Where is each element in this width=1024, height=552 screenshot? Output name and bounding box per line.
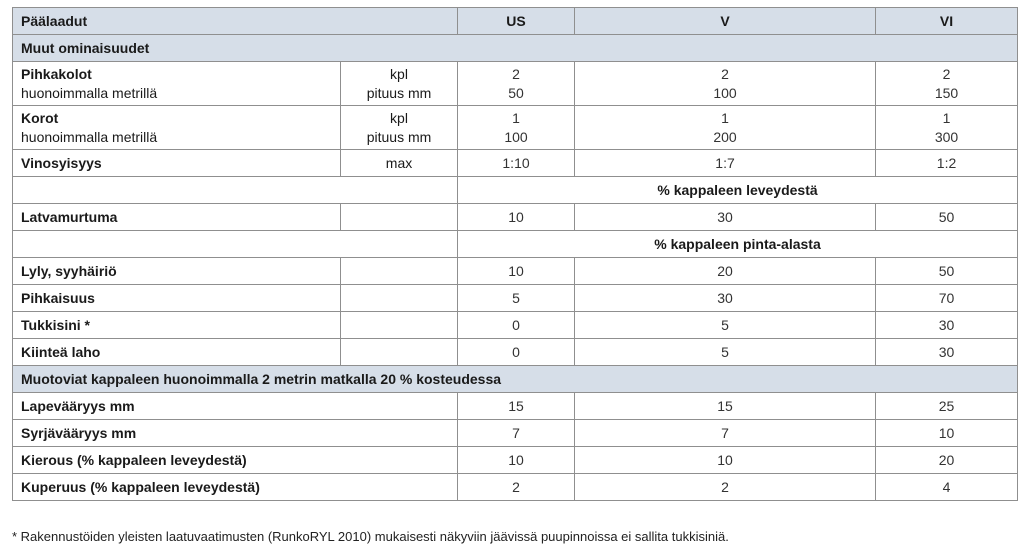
row-unit bbox=[341, 62, 458, 106]
value-cell-vi: 70 bbox=[876, 285, 1018, 312]
value: 1 bbox=[512, 109, 520, 126]
table-row-pihkakolot bbox=[13, 62, 1018, 106]
row-name: Syrjävääryys mm bbox=[13, 420, 458, 447]
value-cell-vi: 1:2 bbox=[876, 150, 1018, 177]
section-title-other: Muut ominaisuudet bbox=[13, 35, 1018, 62]
value-cell-v: 30 bbox=[575, 204, 876, 231]
row-label bbox=[13, 106, 341, 150]
value-cell-v: 2 bbox=[575, 474, 876, 501]
empty-unit-cell bbox=[341, 312, 458, 339]
row-unit: max bbox=[341, 150, 458, 177]
row-name: Pihkakolot bbox=[21, 65, 92, 82]
value: 2 bbox=[942, 65, 951, 82]
empty-cell bbox=[13, 177, 458, 204]
table-row-vinosyisyys bbox=[13, 150, 1018, 177]
table-row bbox=[13, 447, 1018, 474]
value: 1 bbox=[942, 109, 951, 126]
table-row bbox=[13, 339, 1018, 366]
table-row bbox=[13, 258, 1018, 285]
value: 100 bbox=[713, 84, 737, 101]
value-cell-v: 10 bbox=[575, 447, 876, 474]
row-label bbox=[13, 62, 341, 106]
value-cell-us: 15 bbox=[458, 393, 575, 420]
value-cell-us: 10 bbox=[458, 204, 575, 231]
table-row bbox=[13, 393, 1018, 420]
empty-unit-cell bbox=[341, 339, 458, 366]
row-name: Kuperuus (% kappaleen leveydestä) bbox=[13, 474, 458, 501]
value-cell-vi: 30 bbox=[876, 339, 1018, 366]
value-cell-us: 7 bbox=[458, 420, 575, 447]
row-subtitle: huonoimmalla metrillä bbox=[21, 128, 158, 145]
value-cell-vi: 50 bbox=[876, 258, 1018, 285]
value-cell-v: 7 bbox=[575, 420, 876, 447]
value-cell-us: 0 bbox=[458, 312, 575, 339]
empty-cell bbox=[13, 231, 458, 258]
value-cell-v bbox=[575, 106, 876, 150]
table-row-latvamurtuma bbox=[13, 204, 1018, 231]
value: 1 bbox=[721, 109, 729, 126]
value-cell-v: 1:7 bbox=[575, 150, 876, 177]
quality-grades-table bbox=[12, 7, 1018, 501]
table-row bbox=[13, 474, 1018, 501]
empty-unit-cell bbox=[341, 285, 458, 312]
row-name: Tukkisini * bbox=[13, 312, 341, 339]
value-cell-vi: 50 bbox=[876, 204, 1018, 231]
empty-unit-cell bbox=[341, 258, 458, 285]
value: 150 bbox=[934, 84, 959, 101]
value: 2 bbox=[721, 65, 729, 82]
value-cell-vi: 20 bbox=[876, 447, 1018, 474]
quality-table-container bbox=[12, 7, 1018, 501]
value-cell-v: 5 bbox=[575, 339, 876, 366]
value-cell-v: 15 bbox=[575, 393, 876, 420]
value-cell-us bbox=[458, 106, 575, 150]
header-grade-vi: VI bbox=[876, 8, 1018, 35]
subheader-row-area bbox=[13, 231, 1018, 258]
value-cell-vi: 10 bbox=[876, 420, 1018, 447]
value-cell-v: 30 bbox=[575, 285, 876, 312]
row-unit bbox=[341, 106, 458, 150]
row-name: Lapevääryys mm bbox=[13, 393, 458, 420]
table-row bbox=[13, 420, 1018, 447]
value-cell-us: 0 bbox=[458, 339, 575, 366]
value-cell-vi: 4 bbox=[876, 474, 1018, 501]
section-title-warp: Muotoviat kappaleen huonoimmalla 2 metrin matkalla 20 % kosteudessa bbox=[13, 366, 1018, 393]
empty-unit-cell bbox=[341, 204, 458, 231]
table-row-korot bbox=[13, 106, 1018, 150]
row-name: Lyly, syyhäiriö bbox=[13, 258, 341, 285]
row-name: Latvamurtuma bbox=[13, 204, 341, 231]
row-name: Vinosyisyys bbox=[13, 150, 341, 177]
table-row bbox=[13, 312, 1018, 339]
header-row bbox=[13, 8, 1018, 35]
value-cell-us: 10 bbox=[458, 447, 575, 474]
value: 2 bbox=[512, 65, 520, 82]
row-name: Pihkaisuus bbox=[13, 285, 341, 312]
value-cell-vi bbox=[876, 106, 1018, 150]
unit-count: kpl bbox=[390, 65, 408, 82]
subheader-width-percent: % kappaleen leveydestä bbox=[458, 177, 1018, 204]
section-row-warp bbox=[13, 366, 1018, 393]
footnote: * Rakennustöiden yleisten laatuvaatimusten (RunkoRYL 2010) mukaisesti näkyviin jäävissä puupinnoissa ei sallita tukkisiniä. bbox=[12, 529, 729, 544]
value-cell-vi: 25 bbox=[876, 393, 1018, 420]
unit-length: pituus mm bbox=[366, 84, 432, 101]
value: 300 bbox=[934, 128, 959, 145]
row-subtitle: huonoimmalla metrillä bbox=[21, 84, 158, 101]
value-cell-v: 5 bbox=[575, 312, 876, 339]
header-grade-us: US bbox=[458, 8, 575, 35]
subheader-area-percent: % kappaleen pinta-alasta bbox=[458, 231, 1018, 258]
header-title: Päälaadut bbox=[13, 8, 458, 35]
subheader-row-width bbox=[13, 177, 1018, 204]
unit-count: kpl bbox=[390, 109, 408, 126]
value-cell-us bbox=[458, 62, 575, 106]
section-row-other bbox=[13, 35, 1018, 62]
table-row bbox=[13, 285, 1018, 312]
value-cell-v bbox=[575, 62, 876, 106]
unit-length: pituus mm bbox=[366, 128, 432, 145]
row-name: Korot bbox=[21, 109, 59, 126]
value-cell-us: 5 bbox=[458, 285, 575, 312]
row-name: Kiinteä laho bbox=[13, 339, 341, 366]
value: 50 bbox=[508, 84, 524, 101]
header-grade-v: V bbox=[575, 8, 876, 35]
value-cell-us: 10 bbox=[458, 258, 575, 285]
value: 100 bbox=[504, 128, 528, 145]
value-cell-v: 20 bbox=[575, 258, 876, 285]
value-cell-us: 2 bbox=[458, 474, 575, 501]
value: 200 bbox=[713, 128, 737, 145]
row-name: Kierous (% kappaleen leveydestä) bbox=[13, 447, 458, 474]
value-cell-vi: 30 bbox=[876, 312, 1018, 339]
value-cell-vi bbox=[876, 62, 1018, 106]
value-cell-us: 1:10 bbox=[458, 150, 575, 177]
